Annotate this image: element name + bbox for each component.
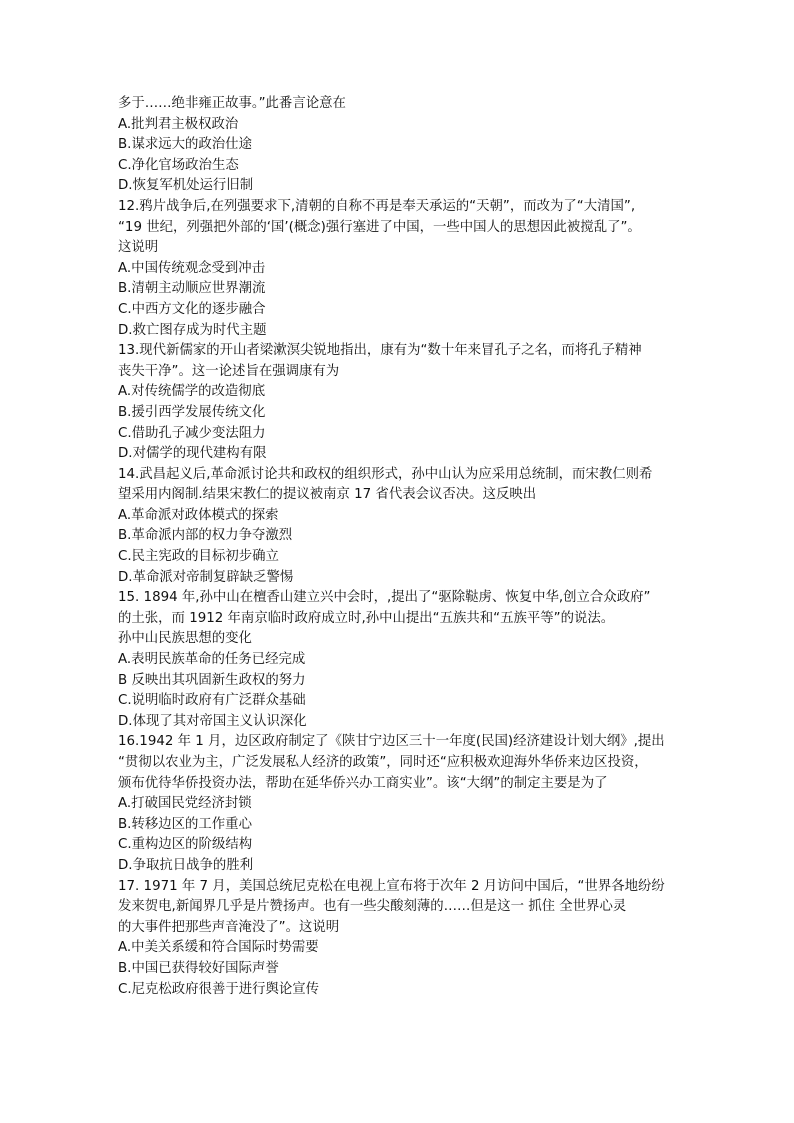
question-12 — [118, 197, 678, 341]
option-b: B.清朝主动顺应世界潮流 — [118, 281, 266, 297]
question-stem-line: 这说明 — [118, 240, 159, 256]
option-c: C.尼克松政府很善于进行舆论宣传 — [118, 981, 320, 997]
question-13 — [118, 341, 678, 465]
option-c: C.说明临时政府有广泛群众基础 — [118, 693, 306, 709]
question-stem-line: 17. 1971 年 7 月，美国总统尼克松在电视上宣布将于次年 2 月访问中国后，“世界各地纷纷 — [118, 878, 665, 894]
question-stem-line: 孙中山民族思想的变化 — [118, 631, 252, 647]
option-d: D.对儒学的现代建构有限 — [118, 446, 267, 462]
question-11-tail — [118, 94, 678, 197]
option-c: C.民主宪政的目标初步确立 — [118, 549, 279, 565]
question-17 — [118, 877, 678, 1001]
question-stem-line: 13.现代新儒家的开山者梁漱溟尖锐地指出，康有为“数十年来冒孔子之名，而将孔子精神 — [118, 343, 642, 359]
option-a: A.革命派对政体模式的探索 — [118, 507, 279, 523]
option-d: D.体现了其对帝国主义认识深化 — [118, 713, 307, 729]
option-a: A.打破国民党经济封锁 — [118, 796, 252, 812]
option-d: D.救亡图存成为时代主题 — [118, 322, 267, 338]
question-stem-line: 多于……绝非雍正故事。”此番言论意在 — [118, 96, 346, 111]
option-d: D.革命派对帝制复辟缺乏警惕 — [118, 569, 294, 585]
option-d: D.恢复军机处运行旧制 — [118, 178, 254, 194]
option-b: B.中国已获得较好国际声誉 — [118, 960, 279, 976]
exam-page — [118, 94, 678, 1000]
question-stem-line: 12.鸦片战争后,在列强要求下,清朝的自称不再是奉天承运的“天朝”，而改为了“大清国”, — [118, 198, 636, 214]
question-14 — [118, 465, 678, 589]
option-b: B.革命派内部的权力争夺激烈 — [118, 528, 293, 544]
question-stem-line: 丧失干净”。这一论述旨在强调康有为 — [118, 363, 340, 379]
option-a: A.中国传统观念受到冲击 — [118, 260, 266, 276]
option-c: C.净化官场政治生态 — [118, 157, 239, 173]
question-stem-line: “19 世纪，列强把外部的‘国’(概念)强行塞进了中国，一些中国人的思想因此被搅乱了”。 — [118, 219, 641, 235]
option-b: B.转移边区的工作重心 — [118, 816, 252, 832]
question-stem-line: 发来贺电,新闻界几乎是片赞扬声。也有一些尖酸刻薄的……但是这一 抓住 全世界心灵 — [118, 899, 627, 915]
option-b: B.谋求远大的政治仕途 — [118, 137, 252, 153]
question-16 — [118, 732, 678, 876]
question-stem-line: 16.1942 年 1 月，边区政府制定了《陕甘宁边区三十一年度(民国)经济建设计划大纲》,提出 — [118, 734, 665, 750]
question-stem-line: 颁布优待华侨投资办法，帮助在延华侨兴办工商实业”。该“大纲”的制定主要是为了 — [118, 775, 608, 791]
option-a: A.批判君主极权政治 — [118, 116, 239, 132]
option-d: D.争取抗日战争的胜利 — [118, 857, 254, 873]
option-a: A.表明民族革命的任务已经完成 — [118, 652, 306, 668]
question-stem-line: 的土张，而 1912 年南京临时政府成立时,孙中山提出“五族共和“五族平等”的说法。 — [118, 610, 615, 626]
option-a: A.对传统儒学的改造彻底 — [118, 384, 266, 400]
option-c: C.中西方文化的逐步融合 — [118, 301, 266, 317]
option-b: B.援引西学发展传统文化 — [118, 404, 266, 420]
option-c: C.借助孔子减少变法阻力 — [118, 425, 266, 441]
question-stem-line: 15. 1894 年,孙中山在檀香山建立兴中会时，,提出了“驱除鞑虏、恢复中华,创立合众政府” — [118, 590, 651, 606]
option-a: A.中美关系缓和符合国际时势需要 — [118, 940, 319, 956]
question-15 — [118, 588, 678, 732]
question-stem-line: 望采用内阁制.结果宋教仁的提议被南京 17 省代表会议否决。这反映出 — [118, 487, 537, 503]
option-c: C.重构边区的阶级结构 — [118, 837, 253, 853]
question-stem-line: “贯彻以农业为主，广泛发展私人经济的政策”，同时还“应积极欢迎海外华侨来边区投资， — [118, 755, 648, 770]
option-b: B 反映出其巩固新生政权的努力 — [118, 672, 306, 688]
question-stem-line: 的大事件把那些声音淹没了”。这说明 — [118, 919, 340, 935]
question-stem-line: 14.武昌起义后,革命派讨论共和政权的组织形式，孙中山认为应采用总统制，而宋教仁则希 — [118, 466, 653, 482]
